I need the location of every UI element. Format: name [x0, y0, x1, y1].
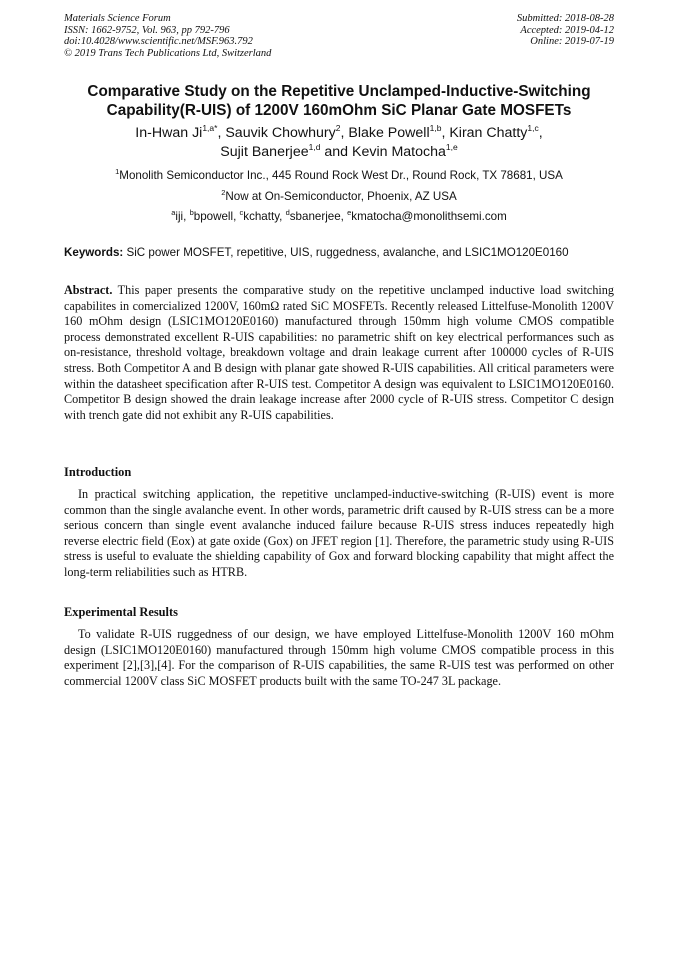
author-separator: ,	[217, 125, 226, 141]
author-name: In-Hwan Ji	[135, 125, 203, 141]
title-line-2: Capability(R-UIS) of 1200V 160mOhm SiC Planar Gate MOSFETs	[106, 102, 572, 119]
email-text: kchatty,	[243, 210, 286, 223]
affiliation-text: Monolith Semiconductor Inc., 445 Round Rock West Dr., Round Rock, TX 78681, USA	[119, 169, 563, 182]
email-text: kmatocha@monolithsemi.com	[351, 210, 507, 223]
email-text: iji,	[175, 210, 190, 223]
submitted-date: Submitted: 2018-08-28	[516, 13, 614, 24]
paper-title	[40, 82, 638, 120]
author-affil-sup: 1,c	[527, 123, 539, 133]
accepted-date: Accepted: 2019-04-12	[520, 24, 614, 36]
email-text: sbanerjee,	[289, 210, 348, 223]
affiliation-text: Now at On-Semiconductor, Phoenix, AZ USA	[225, 190, 457, 203]
author-name: Blake Powell	[348, 125, 430, 141]
author-affil-sup: 1,b	[429, 123, 442, 133]
email-sup: d	[285, 208, 290, 217]
online-date: Online: 2019-07-19	[530, 36, 614, 47]
title-line-1: Comparative Study on the Repetitive Unclamped-Inductive-Switching	[87, 83, 591, 100]
experimental-paragraph: To validate R-UIS ruggedness of our design, we have employed Littelfuse-Monolith 1200V 160 mOhm design (LSIC1MO120E0160) manufactured through 150mm high volume CMOS compatible process in this experiment [2],[3],[4]. For the comparison of R-UIS capabilities, the same R-UIS test was performed on other commercial 1200V class SiC MOSFET products built with the same TO-247 3L package.	[64, 627, 614, 688]
author-affil-sup: 1,e	[445, 141, 458, 152]
author-name: Sujit Banerjee	[220, 143, 309, 160]
affiliation-sup: 2	[221, 188, 226, 197]
doi-line: doi:10.4028/www.scientific.net/MSF.963.792	[64, 36, 253, 47]
author-separator: ,	[441, 125, 450, 141]
email-sup: b	[189, 208, 194, 217]
email-sup: e	[347, 208, 352, 217]
affiliation-2	[40, 190, 638, 204]
author-affil-sup: 1,d	[308, 141, 321, 152]
keywords	[64, 246, 616, 260]
keywords-text: SiC power MOSFET, repetitive, UIS, ruggedness, avalanche, and LSIC1MO120E0160	[123, 246, 569, 259]
keywords-label: Keywords:	[64, 246, 124, 259]
author-separator: and	[320, 143, 353, 160]
introduction-heading: Introduction	[64, 465, 132, 479]
affiliation-1	[40, 169, 638, 183]
author-separator: ,	[340, 125, 349, 141]
email-sup: c	[239, 208, 244, 217]
experimental-heading: Experimental Results	[64, 605, 178, 619]
author-name: Kiran Chatty	[449, 125, 528, 141]
author-list	[40, 124, 638, 161]
journal-name: Materials Science Forum	[64, 13, 171, 24]
author-affil-sup: 2	[335, 123, 341, 133]
email-line	[40, 210, 638, 224]
author-separator: ,	[538, 125, 543, 141]
email-text: bpowell,	[193, 210, 240, 223]
journal-info	[64, 13, 271, 59]
introduction-paragraph: In practical switching application, the repetitive unclamped-inductive-switching (R-UIS) event is more common than the single avalanche event. In other words, parametric drift caused by R-UIS stress can be a more serious concern than single event avalanche induced failure because R-UIS stress induces repeatedly high reverse electric field (Eox) at gate oxide (Gox) on JFET region [1]. Therefore, the parametric study using R-UIS stress is useful to evaluate the shielding capability of Gox and forward blocking capability that might affect the long-term reliabilities such as HTRB.	[64, 487, 614, 579]
author-name: Kevin Matocha	[352, 143, 446, 160]
abstract	[64, 283, 614, 423]
dates-info	[517, 13, 614, 48]
abstract-label: Abstract.	[64, 283, 113, 297]
author-line-2	[40, 143, 638, 162]
issn-line: ISSN: 1662-9752, Vol. 963, pp 792-796	[64, 24, 230, 36]
author-line-1	[40, 124, 638, 143]
email-sup: a	[171, 208, 176, 217]
abstract-text: This paper presents the comparative study on the repetitive unclamped inductive load switching capabilites in comercialized 1200V, 160mΩ rated SiC MOSFETs. Recently released Littelfuse-Monolith 1200V 160 mOhm design (LSIC1MO120E0160) manufactured through 150mm high volume CMOS compatible process demonstrated excellent R-UIS capabilities: no parametric shift on key electrical performances such as on-resistance, threshold voltage, breakdown voltage and drain leakage current after 100000 cycles of R-UIS stress. Both Competitor A and B design with planar gate showed R-UIS capabilities. All critical parameters were within the datasheet specification after R-UIS test. Competitor A design was equivalent to LSIC1MO120E0160. Competitor B design showed the drain leakage increase after 2000 cycle of R-UIS stress. Competitor C design with trench gate did not exhibit any R-UIS capabilities.	[64, 283, 614, 422]
author-affil-sup: 1,a*	[202, 123, 218, 133]
copyright-line: © 2019 Trans Tech Publications Ltd, Switzerland	[64, 47, 272, 59]
affiliation-sup: 1	[115, 167, 120, 176]
author-name: Sauvik Chowhury	[225, 125, 336, 141]
